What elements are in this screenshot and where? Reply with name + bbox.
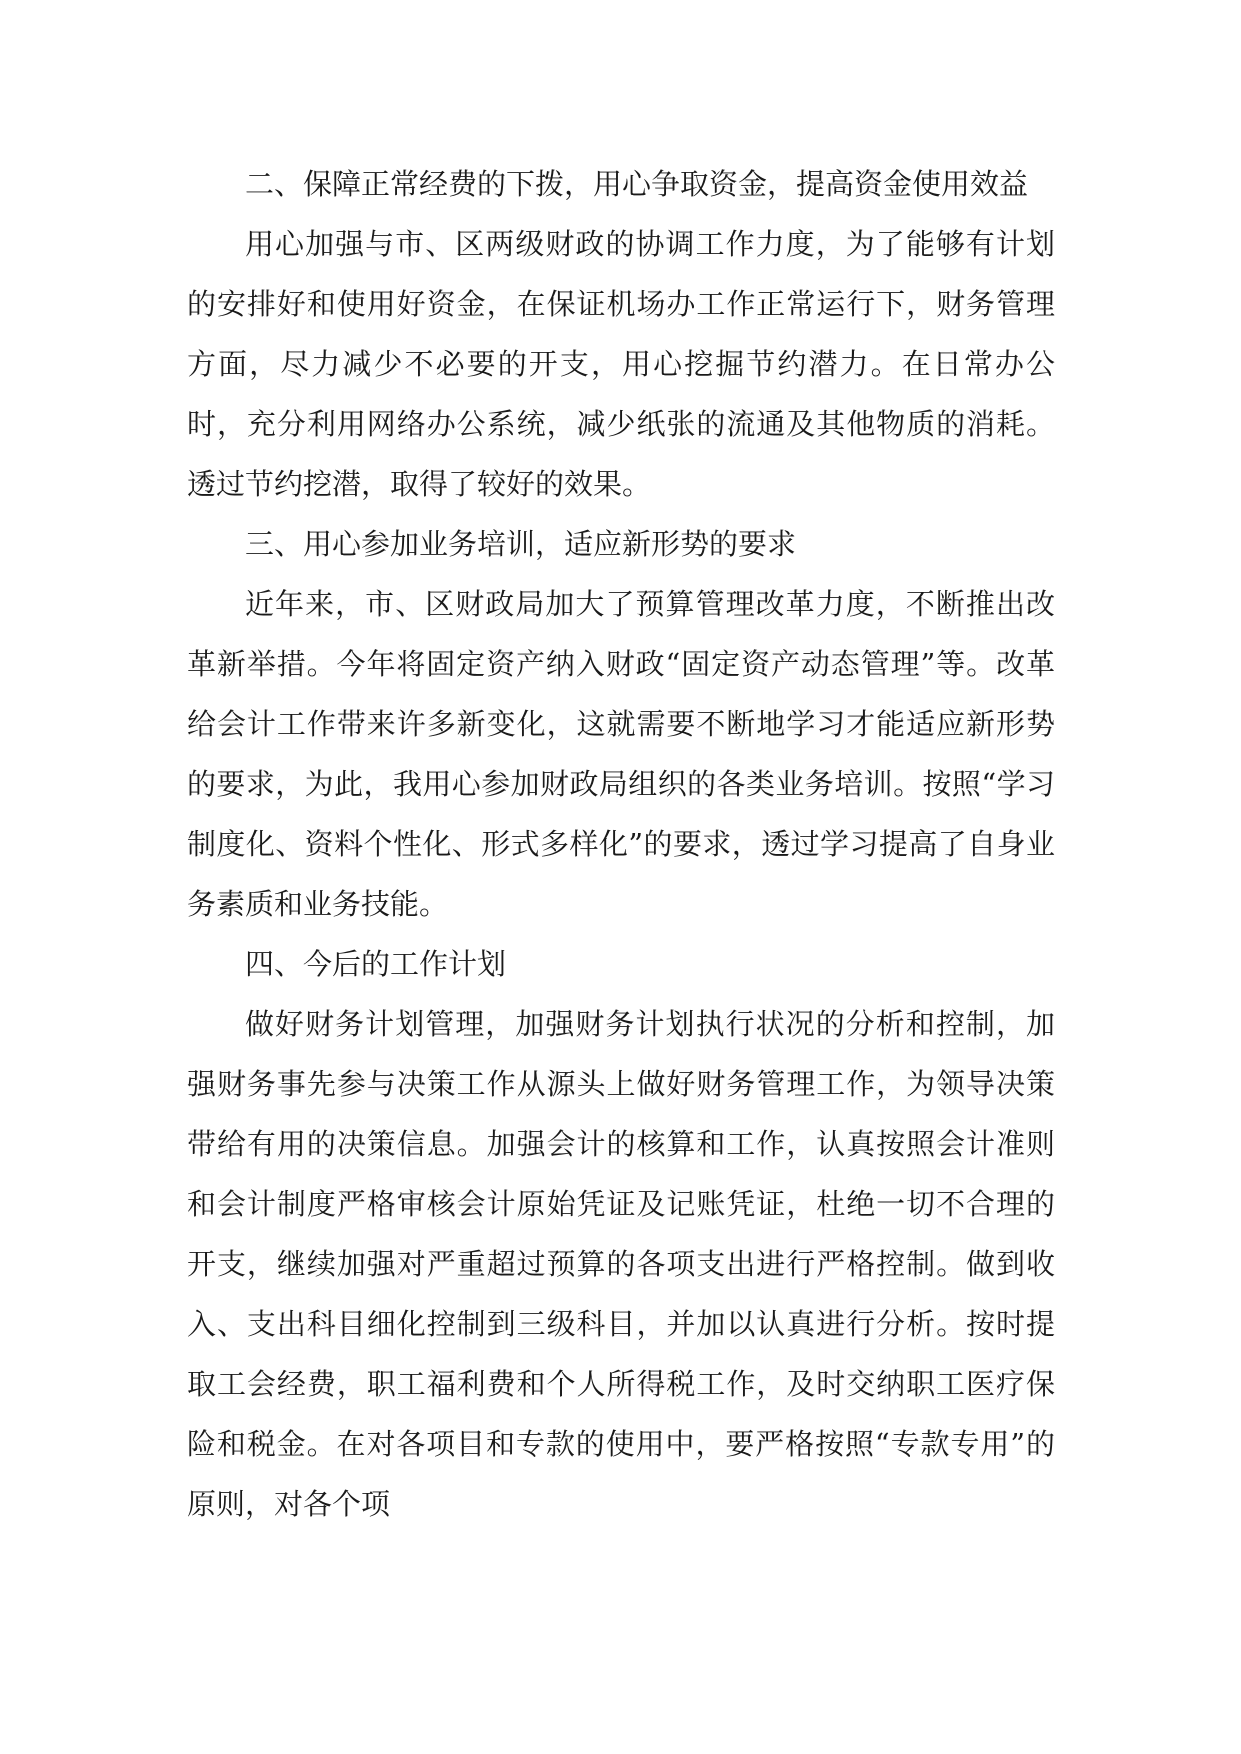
section-paragraph-4: 做好财务计划管理，加强财务计划执行状况的分析和控制，加强财务事先参与决策工作从源头上做好财务管理工作，为领导决策带给有用的决策信息。加强会计的核算和工作，认真按照会计准则和会计制度严格审核会计原始凭证及记账凭证，杜绝一切不合理的开支，继续加强对严重超过预算的各项支出进行严格控制。做到收入、支出科目细化控制到三级科目，并加以认真进行分析。按时提取工会经费，职工福利费和个人所得税工作，及时交纳职工医疗保险和税金。在对各项目和专款的使用中，要严格按照“专款专用”的原则，对各个项 [187, 1007, 1055, 1521]
section-paragraph-2: 用心加强与市、区两级财政的协调工作力度，为了能够有计划的安排好和使用好资金，在保证机场办工作正常运行下，财务管理方面，尽力减少不必要的开支，用心挖掘节约潜力。在日常办公时，充分利用网络办公系统，减少纸张的流通及其他物质的消耗。透过节约挖潜，取得了较好的效果。 [187, 227, 1055, 501]
section-heading-2: 二、保障正常经费的下拨，用心争取资金，提高资金使用效益 [245, 167, 1029, 201]
section-heading-4: 四、今后的工作计划 [245, 947, 507, 981]
document-body [187, 154, 1055, 1534]
section-paragraph-3: 近年来，市、区财政局加大了预算管理改革力度，不断推出改革新举措。今年将固定资产纳入财政“固定资产动态管理”等。改革给会计工作带来许多新变化，这就需要不断地学习才能适应新形势的要求，为此，我用心参加财政局组织的各类业务培训。按照“学习制度化、资料个性化、形式多样化”的要求，透过学习提高了自身业务素质和业务技能。 [187, 587, 1055, 921]
section-heading-3: 三、用心参加业务培训，适应新形势的要求 [245, 527, 797, 561]
